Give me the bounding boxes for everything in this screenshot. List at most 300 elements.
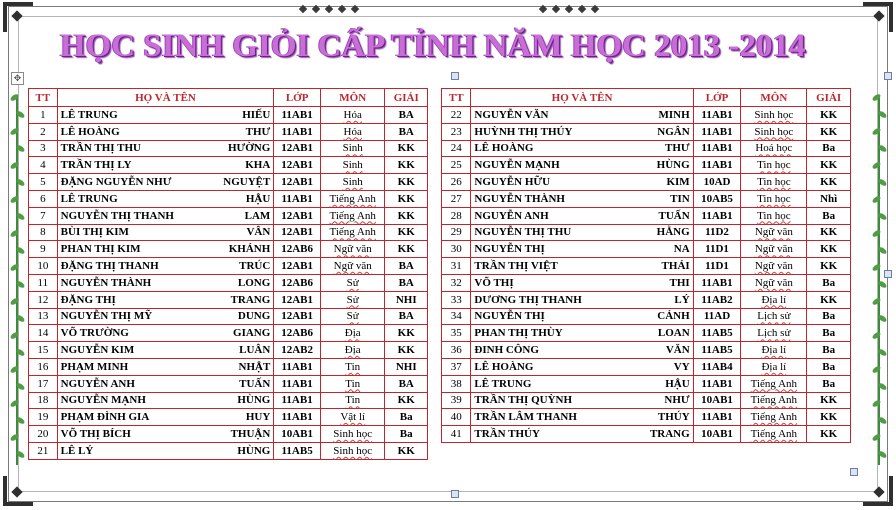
cell-mon-text: Hóa	[343, 108, 362, 121]
cell-ten: MINH	[658, 108, 690, 121]
resize-handle-bottom-right[interactable]	[850, 468, 858, 476]
cell-tt: 23	[442, 123, 471, 140]
cell-ten: LÝ	[674, 293, 690, 306]
table-row	[442, 224, 851, 241]
cell-lop: 10AD	[693, 174, 741, 191]
cell-lop: 11AB1	[693, 107, 741, 124]
leaf-icon	[871, 331, 881, 340]
cell-ho: PHẠM ĐÌNH GIA	[60, 411, 150, 424]
cell-ho: LÊ LÝ	[60, 444, 94, 457]
cell-ho: VÕ TRƯỜNG	[60, 327, 129, 340]
cell-lop: 12AB2	[274, 342, 321, 359]
cell-lop: 12AB6	[274, 274, 321, 291]
cell-mon-text: Sử	[346, 310, 359, 323]
cell-mon-text: Tin	[345, 394, 361, 407]
cell-ten: LUÂN	[239, 344, 271, 357]
cell-ho: LÊ HOÀNG	[474, 142, 534, 155]
cell-ho: NGUYỄN HỮU	[474, 176, 551, 189]
cell-ho: LÊ TRUNG	[474, 377, 532, 390]
cell-mon	[320, 140, 384, 157]
cell-ten: VĂN	[665, 344, 690, 357]
cell-lop: 12AB1	[274, 258, 321, 275]
cell-ten: HÙNG	[237, 444, 271, 457]
cell-tt: 27	[442, 190, 471, 207]
cell-name	[471, 325, 693, 342]
leaf-icon	[871, 297, 881, 306]
cell-mon-text: Tiếng Anh	[329, 226, 376, 239]
cell-giai: BA	[385, 258, 428, 275]
leaf-icon	[9, 161, 19, 170]
cell-giai: KK	[385, 190, 428, 207]
right-table	[441, 88, 851, 443]
cell-tt: 7	[29, 207, 58, 224]
leaf-icon	[871, 161, 881, 170]
cell-giai: BA	[385, 274, 428, 291]
cell-name	[57, 241, 274, 258]
table-row	[29, 325, 428, 342]
cell-ho: TRẦN LÂM THANH	[474, 411, 577, 424]
right-table-header-row	[442, 89, 851, 107]
table-row	[29, 157, 428, 174]
cell-mon-text: Tiếng Anh	[329, 209, 376, 222]
cell-mon-text: Tin học	[757, 159, 791, 172]
cell-ho: TRẦN THỊ LY	[60, 159, 132, 172]
cell-ten: NGUYỆT	[223, 176, 271, 189]
cell-tt: 25	[442, 157, 471, 174]
cell-lop: 11AB1	[693, 140, 741, 157]
table-row	[442, 358, 851, 375]
cell-tt: 26	[442, 174, 471, 191]
cell-mon-text: Địa lí	[761, 360, 787, 373]
cell-lop: 11AB1	[274, 392, 321, 409]
cell-ten: HÙNG	[237, 394, 271, 407]
cell-name	[57, 274, 274, 291]
cell-giai: BA	[385, 375, 428, 392]
cell-name	[471, 190, 693, 207]
cell-tt: 17	[29, 375, 58, 392]
cell-giai: BA	[385, 123, 428, 140]
cell-giai: Ba	[807, 140, 851, 157]
cell-ho: NGUYỄN THỊ MỸ	[60, 310, 153, 323]
table-row	[29, 409, 428, 426]
cell-ten: NA	[673, 243, 690, 256]
table-row	[29, 426, 428, 443]
resize-handle-top[interactable]	[451, 72, 459, 80]
top-ornament-right	[540, 4, 598, 14]
cell-name	[471, 375, 693, 392]
leaf-icon	[871, 399, 881, 408]
table-row	[442, 123, 851, 140]
cell-mon	[320, 308, 384, 325]
cell-ho: NGUYỄN KIM	[60, 344, 135, 357]
cell-name	[471, 342, 693, 359]
leaf-icon	[9, 399, 19, 408]
table-row	[29, 342, 428, 359]
cell-giai: KK	[385, 157, 428, 174]
cell-ten: HẰNG	[656, 226, 690, 239]
cell-giai: Ba	[807, 342, 851, 359]
cell-tt: 36	[442, 342, 471, 359]
cell-mon-text: Sinh học	[754, 125, 794, 138]
table-row	[442, 241, 851, 258]
cell-giai: NHI	[385, 291, 428, 308]
cell-mon	[320, 190, 384, 207]
cell-giai: KK	[807, 241, 851, 258]
cell-mon-text: Lịch sử	[757, 327, 791, 340]
cell-ho: NGUYỄN THÀNH	[474, 192, 565, 205]
cell-lop: 11AB5	[693, 342, 741, 359]
cell-mon-text: Hóa	[343, 125, 362, 138]
cell-ho: LÊ TRUNG	[60, 192, 118, 205]
cell-ten: TRANG	[230, 293, 271, 306]
cell-ten: HẬU	[245, 192, 271, 205]
resize-handle-top-right[interactable]	[884, 72, 892, 80]
cell-tt: 41	[442, 426, 471, 443]
cell-mon	[741, 426, 807, 443]
cell-lop: 11AB4	[693, 358, 741, 375]
table-row	[29, 291, 428, 308]
cell-giai: BA	[385, 308, 428, 325]
leaf-icon	[871, 93, 881, 102]
cell-giai: KK	[807, 291, 851, 308]
cell-ho: PHAN THỊ KIM	[60, 243, 141, 256]
cell-name	[57, 224, 274, 241]
cell-tt: 18	[29, 392, 58, 409]
cell-ho: LÊ HOÀNG	[60, 125, 120, 138]
cell-lop: 11AB5	[274, 442, 321, 459]
cell-name	[57, 123, 274, 140]
header-tt: TT	[442, 89, 471, 107]
cell-mon-text: Địa lí	[761, 344, 787, 357]
cell-mon	[320, 358, 384, 375]
right-vine-decoration	[872, 95, 886, 465]
cell-ho: NGUYỄN MẠNH	[474, 159, 560, 172]
cell-giai: KK	[385, 140, 428, 157]
cell-mon	[741, 409, 807, 426]
cell-name	[57, 342, 274, 359]
cell-tt: 39	[442, 392, 471, 409]
cell-lop: 11AB1	[693, 207, 741, 224]
cell-tt: 32	[442, 274, 471, 291]
cell-ten: NHẬT	[238, 360, 271, 373]
table-row	[442, 274, 851, 291]
cell-mon-text: Ngữ văn	[333, 243, 372, 256]
cell-mon	[741, 358, 807, 375]
header-giai: GIẢI	[385, 89, 428, 107]
leaf-icon	[9, 433, 19, 442]
leaf-icon	[9, 195, 19, 204]
cell-lop: 11AB1	[274, 190, 321, 207]
cell-name	[471, 291, 693, 308]
cell-ho: HUỲNH THỊ THÚY	[474, 125, 573, 138]
cell-name	[471, 207, 693, 224]
cell-lop: 11AB1	[274, 375, 321, 392]
cell-mon-text: Sinh	[342, 142, 363, 155]
table-row	[29, 392, 428, 409]
cell-ho: NGUYỄN THỊ THANH	[60, 209, 174, 222]
cell-name	[471, 409, 693, 426]
cell-giai: Ba	[807, 207, 851, 224]
cell-name	[471, 123, 693, 140]
resize-handle-bottom[interactable]	[451, 490, 459, 498]
cell-tt: 20	[29, 426, 58, 443]
cell-name	[57, 107, 274, 124]
cell-ho: ĐẶNG NGUYỄN NHƯ	[60, 176, 172, 189]
left-table	[28, 88, 428, 460]
cell-mon	[741, 140, 807, 157]
table-row	[29, 140, 428, 157]
cell-lop: 11AB2	[693, 291, 741, 308]
cell-name	[57, 375, 274, 392]
cell-mon-text: Tiếng Anh	[750, 394, 798, 407]
cell-mon	[741, 123, 807, 140]
cell-mon	[320, 224, 384, 241]
table-row	[442, 291, 851, 308]
cell-name	[471, 426, 693, 443]
table-row	[29, 442, 428, 459]
cell-ten: NGÂN	[657, 125, 690, 138]
cell-tt: 30	[442, 241, 471, 258]
table-row	[29, 107, 428, 124]
cell-tt: 16	[29, 358, 58, 375]
cell-tt: 2	[29, 123, 58, 140]
cell-mon	[320, 426, 384, 443]
cell-name	[57, 258, 274, 275]
corner-ornament-bottom-right	[863, 476, 893, 506]
left-table-header-row	[29, 89, 428, 107]
table-row	[29, 358, 428, 375]
corner-ornament-top-left	[3, 2, 33, 32]
cell-ho: NGUYỄN VĂN	[474, 108, 549, 121]
cell-mon-text: Sử	[346, 276, 359, 289]
cell-tt: 6	[29, 190, 58, 207]
table-row	[29, 224, 428, 241]
cell-mon-text: Sinh	[342, 176, 363, 189]
table-row	[442, 174, 851, 191]
cell-ten: LOAN	[657, 327, 690, 340]
cell-lop: 11D1	[693, 258, 741, 275]
cell-lop: 12AB6	[274, 241, 321, 258]
cell-giai: KK	[385, 174, 428, 191]
cell-ten: HƯỜNG	[227, 142, 271, 155]
cell-mon	[741, 392, 807, 409]
cell-mon-text: Ngữ văn	[754, 226, 793, 239]
leaf-icon	[871, 433, 881, 442]
cell-mon	[320, 207, 384, 224]
cell-mon	[320, 392, 384, 409]
cell-name	[57, 174, 274, 191]
cell-mon	[320, 107, 384, 124]
table-row	[29, 274, 428, 291]
cell-ten: KHA	[245, 159, 271, 172]
cell-ho: TRẦN THỊ VIỆT	[474, 260, 558, 273]
cell-lop: 11AB5	[693, 325, 741, 342]
cell-giai: Ba	[385, 409, 428, 426]
cell-giai: Nhì	[807, 190, 851, 207]
cell-lop: 11AB1	[693, 375, 741, 392]
cell-mon	[320, 274, 384, 291]
cell-mon	[741, 190, 807, 207]
corner-ornament-top-right	[863, 2, 893, 32]
cell-ho: PHAN THỊ THÙY	[474, 327, 563, 340]
leaf-icon	[9, 331, 19, 340]
cell-tt: 14	[29, 325, 58, 342]
left-vine-decoration	[10, 95, 24, 465]
leaf-icon	[9, 297, 19, 306]
cell-mon-text: Tin học	[757, 209, 791, 222]
cell-lop: 11AB1	[693, 157, 741, 174]
cell-tt: 12	[29, 291, 58, 308]
cell-name	[471, 274, 693, 291]
cell-mon	[320, 409, 384, 426]
table-row	[29, 258, 428, 275]
cell-giai: KK	[385, 342, 428, 359]
cell-mon-text: Sử	[346, 293, 359, 306]
cell-name	[471, 157, 693, 174]
cell-tt: 1	[29, 107, 58, 124]
cell-lop: 12AB1	[274, 140, 321, 157]
cell-name	[57, 140, 274, 157]
cell-name	[471, 392, 693, 409]
top-ornament-left	[300, 4, 358, 14]
table-row	[29, 241, 428, 258]
cell-name	[471, 358, 693, 375]
cell-mon-text: Ngữ văn	[333, 260, 372, 273]
cell-mon-text: Địa	[344, 344, 361, 357]
cell-mon-text: Tiếng Anh	[750, 377, 798, 390]
cell-name	[471, 308, 693, 325]
cell-name	[57, 409, 274, 426]
cell-lop: 12AB1	[274, 174, 321, 191]
cell-ho: ĐẶNG THỊ	[60, 293, 116, 306]
cell-mon	[741, 375, 807, 392]
cell-mon	[741, 207, 807, 224]
cell-giai: Ba	[807, 325, 851, 342]
cell-tt: 31	[442, 258, 471, 275]
cell-giai: KK	[807, 426, 851, 443]
cell-ho: NGUYỄN THỊ THU	[474, 226, 572, 239]
cell-mon-text: Tiếng Anh	[329, 192, 376, 205]
leaf-icon	[871, 229, 881, 238]
cell-ten: HUY	[245, 411, 271, 424]
cell-tt: 24	[442, 140, 471, 157]
cell-lop: 11AB1	[693, 274, 741, 291]
cell-mon	[741, 224, 807, 241]
cell-ho: TRẦN THÚY	[474, 428, 540, 441]
cell-ten: DUNG	[237, 310, 271, 323]
cell-ho: NGUYỄN ANH	[474, 209, 549, 222]
cell-ten: CẢNH	[657, 310, 690, 323]
cell-mon	[320, 442, 384, 459]
cell-mon-text: Vật lí	[340, 411, 366, 424]
cell-giai: KK	[807, 174, 851, 191]
cell-mon	[741, 258, 807, 275]
cell-mon	[741, 325, 807, 342]
cell-tt: 10	[29, 258, 58, 275]
cell-mon	[320, 325, 384, 342]
cell-ten: THƯ	[245, 125, 271, 138]
cell-tt: 8	[29, 224, 58, 241]
cell-giai: BA	[385, 107, 428, 124]
cell-lop: 10AB1	[693, 392, 741, 409]
leaf-icon	[871, 195, 881, 204]
cell-name	[57, 325, 274, 342]
cell-mon	[320, 342, 384, 359]
cell-ten: GIANG	[233, 327, 271, 340]
table-row	[29, 207, 428, 224]
cell-name	[471, 258, 693, 275]
table-row	[442, 190, 851, 207]
cell-lop: 12AB1	[274, 308, 321, 325]
cell-name	[471, 107, 693, 124]
cell-ten: HẬU	[665, 377, 690, 390]
cell-ten: LONG	[237, 276, 271, 289]
cell-giai: Ba	[807, 375, 851, 392]
cell-ten: TUẤN	[239, 377, 271, 390]
table-row	[29, 308, 428, 325]
corner-ornament-bottom-left	[3, 476, 33, 506]
table-row	[442, 157, 851, 174]
table-row	[29, 375, 428, 392]
cell-ho: NGUYỄN ANH	[60, 377, 135, 390]
cell-tt: 40	[442, 409, 471, 426]
resize-handle-right[interactable]	[884, 270, 892, 278]
cell-mon	[320, 241, 384, 258]
cell-tt: 34	[442, 308, 471, 325]
cell-lop: 11D1	[693, 241, 741, 258]
cell-mon-text: Ngữ văn	[754, 276, 793, 289]
cell-ten: KIM	[666, 176, 690, 189]
cell-ho: NGUYỄN THỊ	[474, 310, 545, 323]
cell-lop: 12AB1	[274, 157, 321, 174]
cell-ho: NGUYỄN MẠNH	[60, 394, 146, 407]
header-lop: LỚP	[274, 89, 321, 107]
cell-mon-text: Sinh học	[333, 428, 373, 441]
cell-lop: 10AB1	[274, 426, 321, 443]
leaf-icon	[9, 263, 19, 272]
table-move-handle-icon[interactable]: ✥	[11, 72, 24, 85]
cell-giai: Ba	[807, 358, 851, 375]
cell-giai: KK	[385, 224, 428, 241]
table-row	[442, 140, 851, 157]
cell-mon	[741, 308, 807, 325]
cell-mon-text: Địa	[344, 327, 361, 340]
cell-giai: KK	[385, 241, 428, 258]
cell-ten: LAM	[244, 209, 271, 222]
cell-mon-text: Lịch sử	[757, 310, 791, 323]
cell-mon	[320, 291, 384, 308]
header-name: HỌ VÀ TÊN	[471, 89, 693, 107]
cell-mon	[741, 157, 807, 174]
cell-giai: KK	[807, 107, 851, 124]
table-row	[442, 392, 851, 409]
cell-ten: NHƯ	[664, 394, 690, 407]
table-row	[442, 409, 851, 426]
cell-ten: HIẾU	[242, 108, 271, 121]
cell-ho: DƯƠNG THỊ THANH	[474, 293, 582, 306]
leaf-icon	[9, 365, 19, 374]
cell-ten: THÚY	[657, 411, 690, 424]
cell-lop: 10AB1	[693, 426, 741, 443]
page-title: HỌC SINH GIỎI CẤP TỈNH NĂM HỌC 2013 -2014	[60, 28, 806, 64]
cell-giai: KK	[385, 442, 428, 459]
leaf-icon	[9, 93, 19, 102]
cell-lop: 11D2	[693, 224, 741, 241]
cell-ho: ĐẶNG THỊ THANH	[60, 260, 159, 273]
cell-lop: 11AB1	[274, 358, 321, 375]
cell-mon	[320, 258, 384, 275]
cell-tt: 15	[29, 342, 58, 359]
